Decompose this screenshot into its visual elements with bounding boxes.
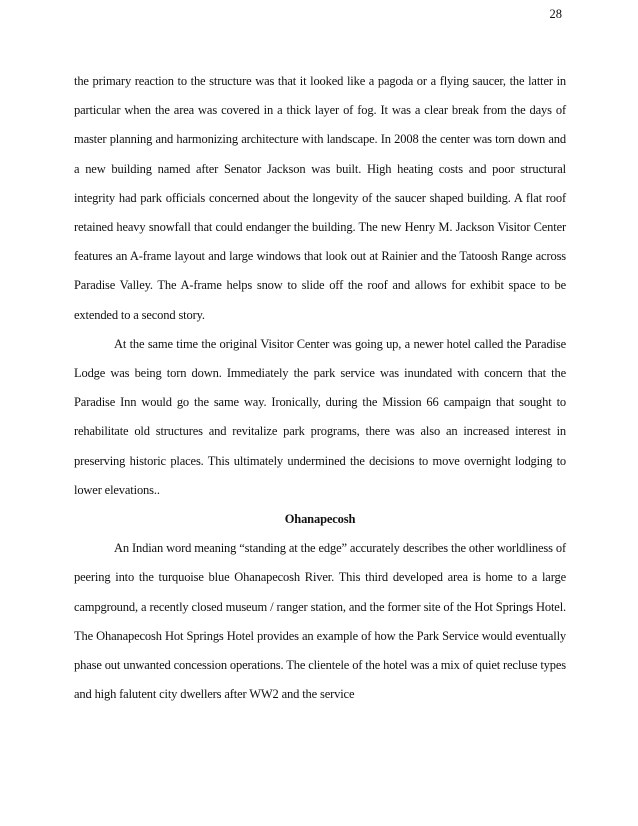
body-text xyxy=(74,67,566,709)
page-number: 28 xyxy=(549,7,562,21)
paragraph-ohanapecosh: An Indian word meaning “standing at the edge” accurately describes the other worldliness of peering into the turquoise blue Ohanapecosh River. This third developed area is home to a large campground, a recently closed museum / ranger station, and the former site of the Hot Springs Hotel. The Ohanapecosh Hot Springs Hotel provides an example of how the Park Service would eventually phase out unwanted concession operations. The clientele of the hotel was a mix of quiet recluse types and high falutent city dwellers after WW2 and the service xyxy=(74,541,566,702)
paragraph-paradise-lodge: At the same time the original Visitor Center was going up, a newer hotel called the Paradise Lodge was being torn down. Immediately the park service was inundated with concern that the Paradise Inn would go the same way. Ironically, during the Mission 66 campaign that sought to rehabilitate old structures and revitalize park programs, there was also an increased interest in preserving historic places. This ultimately undermined the decisions to move overnight lodging to lower elevations.. xyxy=(74,336,566,497)
paragraph-visitor-center: the primary reaction to the structure was that it looked like a pagoda or a flying saucer, the latter in particular when the area was covered in a thick layer of fog. It was a clear break from the days of master planning and harmonizing architecture with landscape. In 2008 the center was torn down and a new building named after Senator Jackson was built. High heating costs and poor structural integrity had park officials concerned about the longevity of the saucer shaped building. A flat roof retained heavy snowfall that could endanger the building. The new Henry M. Jackson Visitor Center features an A-frame layout and large windows that look out at Rainier and the Tatoosh Range across Paradise Valley. The A-frame helps snow to slide off the roof and allows for exhibit space to be extended to a second story. xyxy=(74,74,566,322)
section-heading: Ohanapecosh xyxy=(284,512,356,527)
